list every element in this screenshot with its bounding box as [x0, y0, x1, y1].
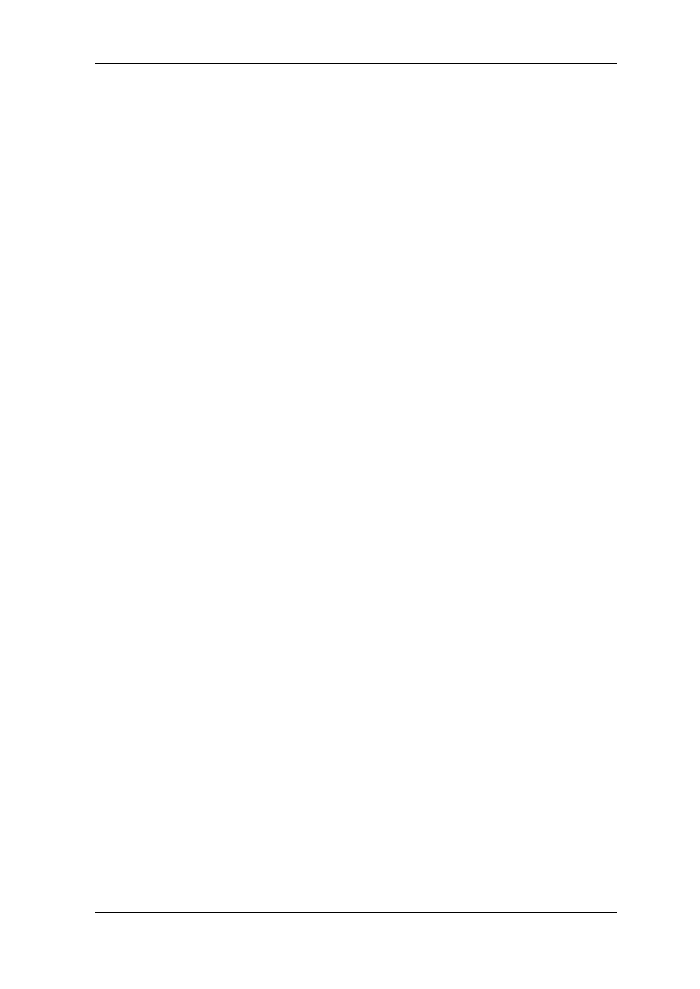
header-rule	[95, 63, 617, 64]
footer-rule	[95, 912, 617, 913]
